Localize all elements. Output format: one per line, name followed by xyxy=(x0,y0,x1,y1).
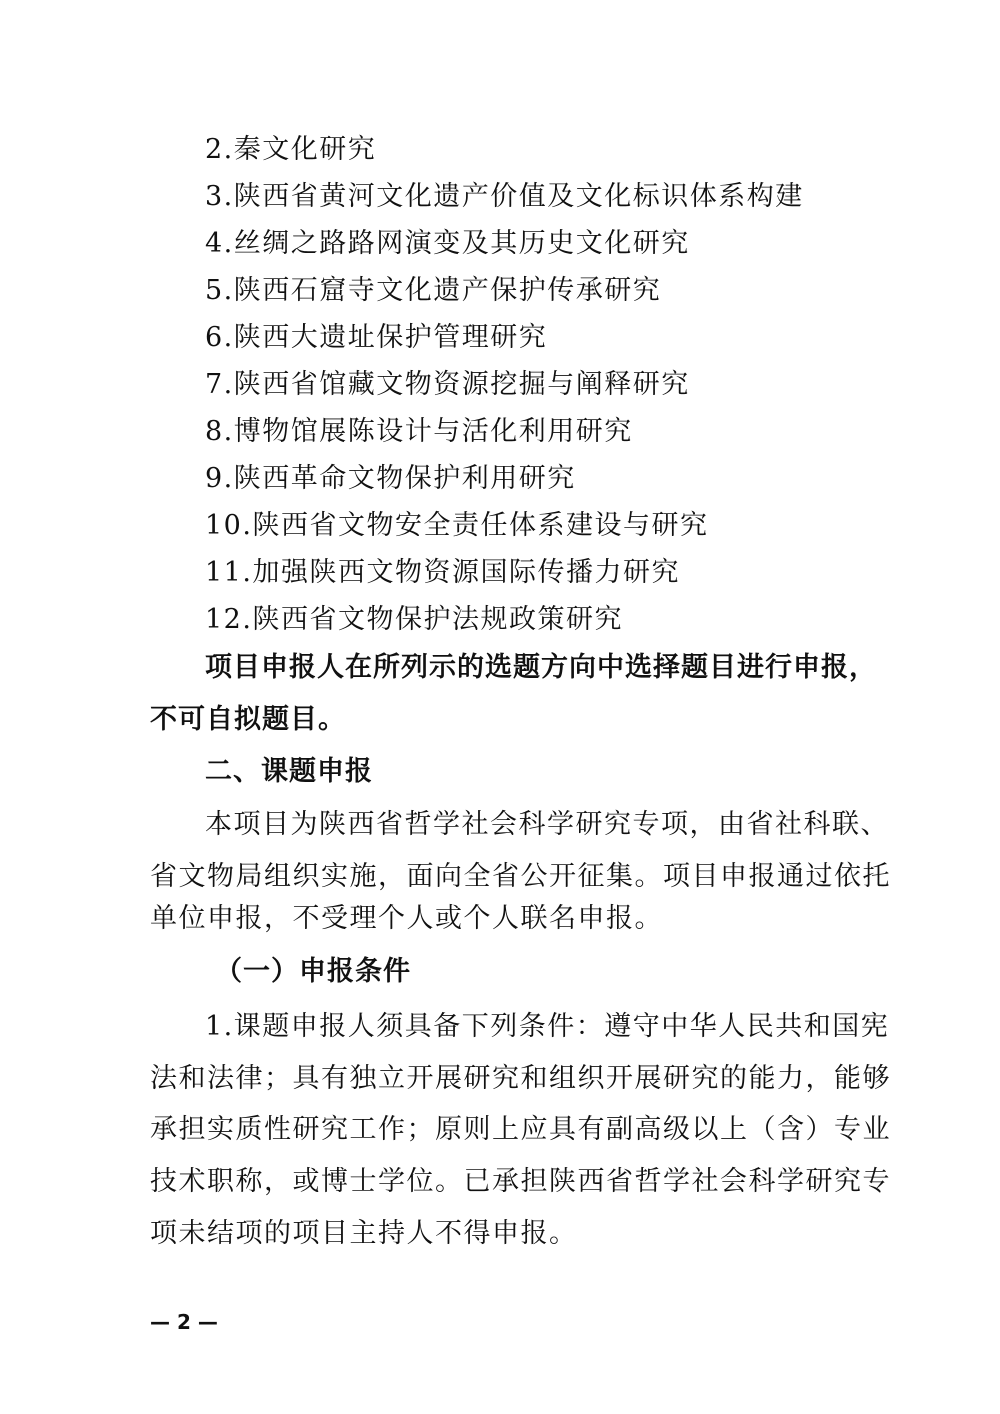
list-item: 9.陕西革命文物保护利用研究 xyxy=(205,463,576,494)
list-item: 11.加强陕西文物资源国际传播力研究 xyxy=(205,557,680,588)
list-item: 3.陕西省黄河文化遗产价值及文化标识体系构建 xyxy=(205,181,804,212)
paragraph-line: 技术职称，或博士学位。已承担陕西省哲学社会科学研究专 xyxy=(150,1166,891,1197)
list-item: 10.陕西省文物安全责任体系建设与研究 xyxy=(205,510,709,541)
list-item: 4.丝绸之路路网演变及其历史文化研究 xyxy=(205,228,690,259)
list-item: 12.陕西省文物保护法规政策研究 xyxy=(205,604,623,635)
paragraph-line: 本项目为陕西省哲学社会科学研究专项，由省社科联、 xyxy=(205,809,889,840)
paragraph-line: 承担实质性研究工作；原则上应具有副高级以上（含）专业 xyxy=(150,1114,891,1145)
paragraph-line: 项未结项的项目主持人不得申报。 xyxy=(150,1218,578,1249)
list-item: 2.秦文化研究 xyxy=(205,134,377,165)
paragraph-line: 法和法律；具有独立开展研究和组织开展研究的能力，能够 xyxy=(150,1063,891,1094)
notice-line: 项目申报人在所列示的选题方向中选择题目进行申报， xyxy=(205,652,877,683)
list-item: 7.陕西省馆藏文物资源挖掘与阐释研究 xyxy=(205,369,690,400)
paragraph-line: 单位申报，不受理个人或个人联名申报。 xyxy=(150,903,663,934)
list-item: 8.博物馆展陈设计与活化利用研究 xyxy=(205,416,633,447)
notice-line: 不可自拟题目。 xyxy=(150,704,346,735)
list-item: 6.陕西大遗址保护管理研究 xyxy=(205,322,548,353)
page-number: — 2 — xyxy=(150,1310,218,1334)
section-heading: 二、课题申报 xyxy=(205,756,373,787)
list-item: 5.陕西石窟寺文化遗产保护传承研究 xyxy=(205,275,662,306)
paragraph-line: 1.课题申报人须具备下列条件：遵守中华人民共和国宪 xyxy=(205,1011,890,1042)
subsection-heading: （一）申报条件 xyxy=(215,956,411,987)
paragraph-line: 省文物局组织实施，面向全省公开征集。项目申报通过依托 xyxy=(150,861,891,892)
